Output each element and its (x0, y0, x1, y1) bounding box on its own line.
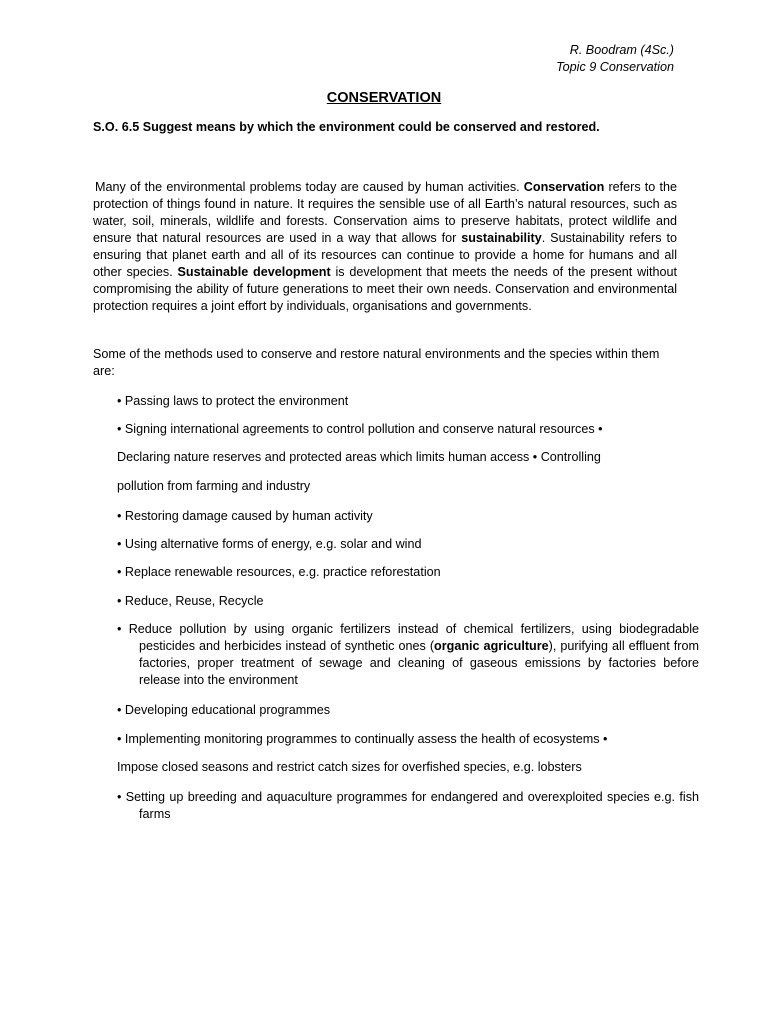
item-text: • Reduce pollution by using organic fertilizers instead of chemical fertilizers, using biodegradable pesticides and herbicides instead of synthetic ones ( (117, 622, 699, 653)
list-item: • Implementing monitoring programmes to continually assess the health of ecosystems • (117, 732, 608, 746)
intro-paragraph (93, 179, 677, 315)
term-conservation: Conservation (523, 180, 605, 194)
page-title: CONSERVATION (326, 90, 442, 106)
author-line: R. Boodram (4Sc.) (569, 43, 674, 57)
specific-objective: S.O. 6.5 Suggest means by which the environment could be conserved and restored. (93, 120, 600, 134)
item-text: ), purifying all effluent from factories, proper treatment of sewage and cleaning of gaseous emissions by factories before release into the environment (139, 639, 699, 687)
term-organic-agriculture: organic agriculture (434, 639, 549, 653)
intro-text-1: Many of the environmental problems today are caused by human activities. (95, 180, 524, 194)
term-sustainable-development: Sustainable development (177, 265, 331, 279)
list-item: • Replace renewable resources, e.g. practice reforestation (117, 565, 441, 579)
list-item: • Restoring damage caused by human activity (117, 509, 373, 523)
intro-text-4: is development that meets the needs of the present without compromising the ability of future generations to meet their own needs. Conservation and environmental protection requires a joint effort by individuals, organisations and governments. (93, 265, 677, 313)
term-sustainability: sustainability (461, 231, 542, 245)
list-item (117, 621, 699, 689)
list-item: • Signing international agreements to control pollution and conserve natural resources • (117, 422, 603, 436)
list-item: Impose closed seasons and restrict catch sizes for overfished species, e.g. lobsters (117, 760, 582, 774)
methods-intro: Some of the methods used to conserve and restore natural environments and the species within them are: (93, 347, 660, 378)
list-item: Declaring nature reserves and protected areas which limits human access • Controlling (117, 450, 601, 464)
page-header (556, 42, 674, 76)
topic-line: Topic 9 Conservation (556, 60, 674, 74)
list-item: pollution from farming and industry (117, 479, 311, 493)
intro-text-2: refers to the protection of things found in nature. It requires the sensible use of all Earth’s natural resources, such as water, soil, minerals, wildlife and forests. Conservation aims to preserve habitats, protect wildlife and ensure that natural resources are used in a way that allows for (93, 180, 677, 245)
list-item: • Passing laws to protect the environment (117, 394, 349, 408)
list-item: • Developing educational programmes (117, 703, 331, 717)
list-item: • Reduce, Reuse, Recycle (117, 594, 264, 608)
list-item: • Setting up breeding and aquaculture programmes for endangered and overexploited species e.g. fish farms (117, 790, 699, 821)
list-item: • Using alternative forms of energy, e.g. solar and wind (117, 537, 422, 551)
intro-text-3: . Sustainability refers to ensuring that planet earth and all of its resources can continue to provide a home for humans and all other species. (93, 231, 677, 279)
